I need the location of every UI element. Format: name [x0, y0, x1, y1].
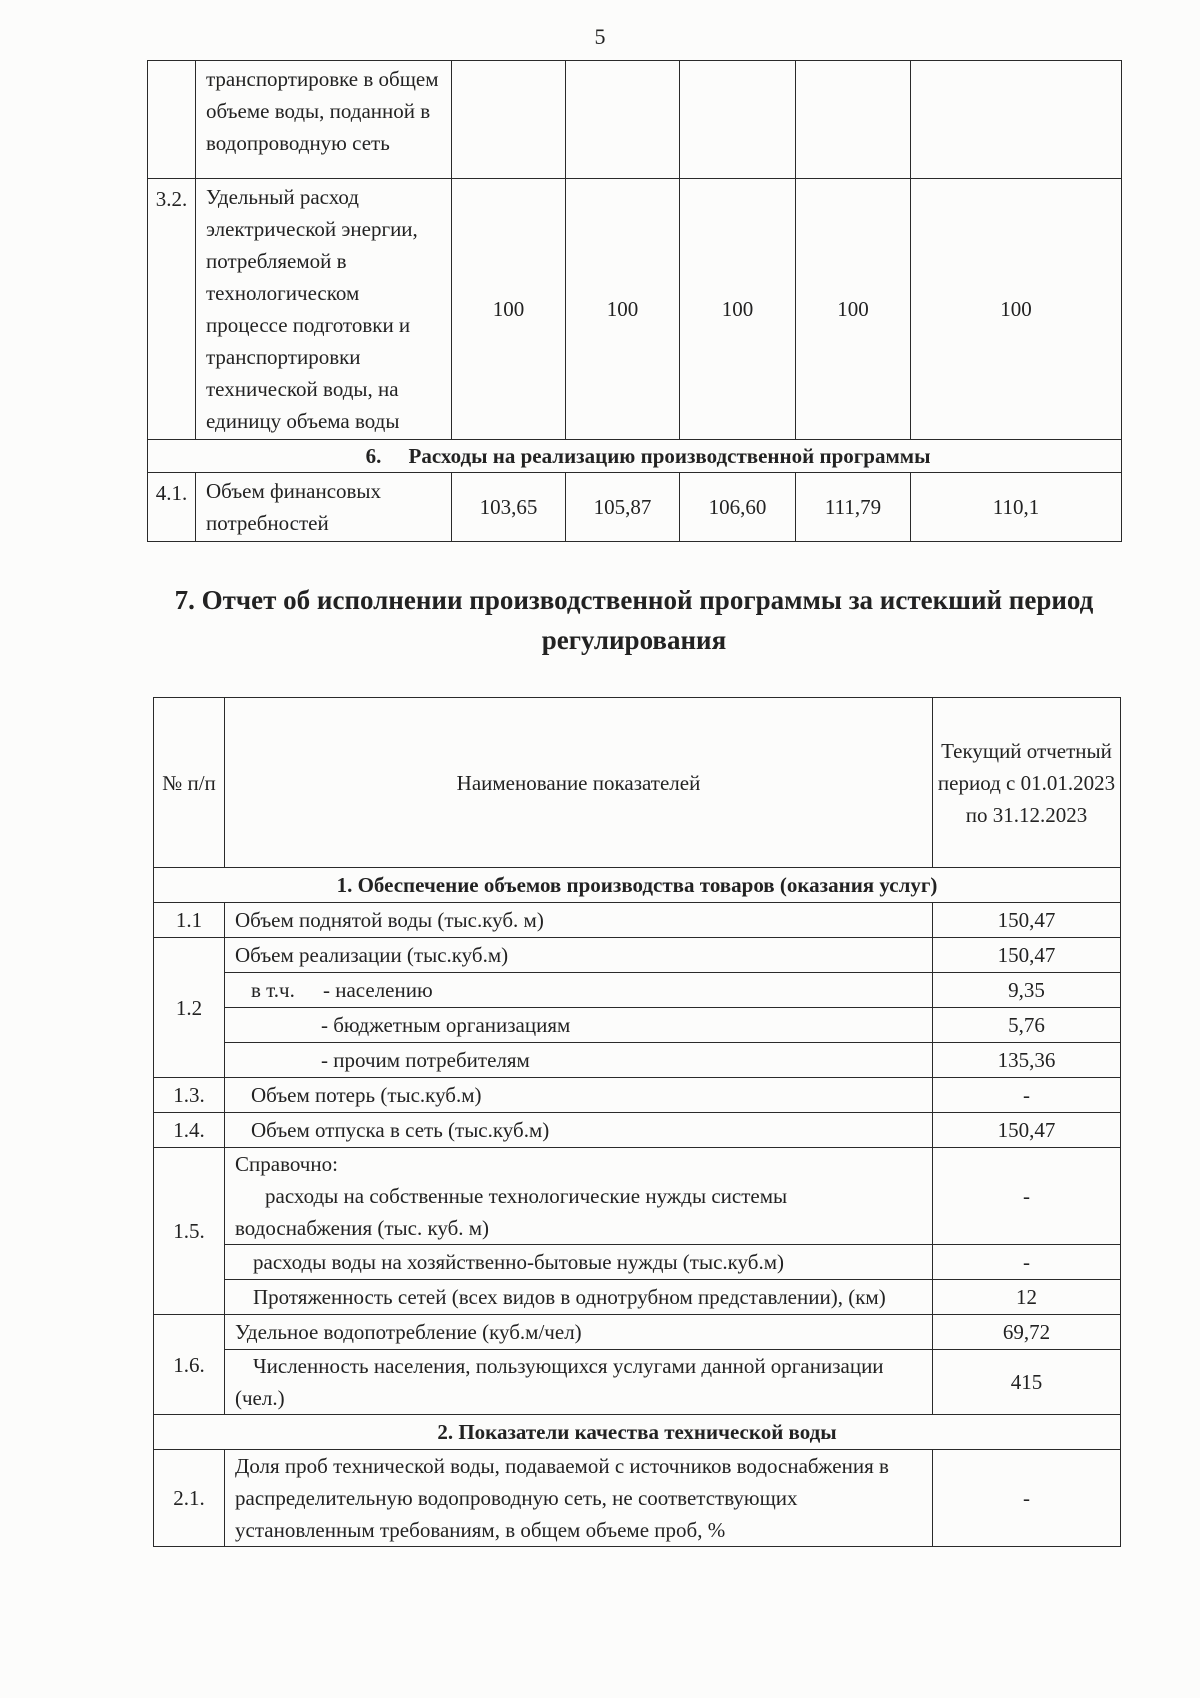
value-cell: -	[933, 1450, 1121, 1547]
indicator-name: Удельное водопотребление (куб.м/чел)	[225, 1315, 933, 1350]
indicator-name: Доля проб технической воды, подаваемой с источников водоснабжения в распределительную водопроводную сеть, не соответствующих установленным требованиям, в общем объеме проб, %	[225, 1450, 933, 1547]
indicator-name: Объем потерь (тыс.куб.м)	[225, 1078, 933, 1113]
indicator-name: Объем отпуска в сеть (тыс.куб.м)	[225, 1113, 933, 1148]
value-cell: 5,76	[933, 1008, 1121, 1043]
table-row	[148, 61, 1122, 179]
row-number: 4.1.	[148, 473, 196, 542]
table-row	[154, 1280, 1121, 1315]
continuation-table	[147, 60, 1122, 542]
section-heading: 7. Отчет об исполнении производственной программы за истекший период регулирования	[174, 585, 1094, 655]
value-cell: 100	[796, 179, 911, 440]
table-row	[154, 973, 1121, 1008]
table-row	[154, 1148, 1121, 1245]
row-number: 1.4.	[154, 1113, 225, 1148]
value-cell: 100	[452, 179, 566, 440]
value-cell: -	[933, 1245, 1121, 1280]
page-number: 5	[594, 24, 606, 49]
column-header-number: № п/п	[154, 698, 225, 868]
value-cell: 100	[911, 179, 1122, 440]
header-row	[154, 698, 1121, 868]
value-cell: 69,72	[933, 1315, 1121, 1350]
value-cell	[566, 61, 680, 179]
row-number: 1.1	[154, 903, 225, 938]
table-row	[154, 1113, 1121, 1148]
indicator-name: Удельный расход электрической энергии, потребляемой в технологическом процессе подготовки и транспортировки технической воды, на единицу объема воды	[196, 179, 452, 440]
value-cell: 100	[566, 179, 680, 440]
table-row	[154, 903, 1121, 938]
table-row	[154, 1315, 1121, 1350]
value-cell	[452, 61, 566, 179]
indicator-name	[225, 973, 933, 1008]
table-row	[154, 1043, 1121, 1078]
row-number: 2.1.	[154, 1450, 225, 1547]
value-cell: 110,1	[911, 473, 1122, 542]
indicator-name: Объем реализации (тыс.куб.м)	[225, 938, 933, 973]
table-row	[154, 1078, 1121, 1113]
row-number: 1.3.	[154, 1078, 225, 1113]
value-cell: 105,87	[566, 473, 680, 542]
indicator-name: расходы воды на хозяйственно-бытовые нужды (тыс.куб.м)	[225, 1245, 933, 1280]
indicator-name: Объем поднятой воды (тыс.куб. м)	[225, 903, 933, 938]
value-cell: 150,47	[933, 903, 1121, 938]
indicator-label: расходы на собственные технологические нужды системы водоснабжения (тыс. куб. м)	[235, 1184, 788, 1240]
section-row	[154, 868, 1121, 903]
value-cell: 103,65	[452, 473, 566, 542]
indicator-name: Объем финансовых потребностей	[196, 473, 452, 542]
section-label: Расходы на реализацию производственной программы	[408, 444, 931, 468]
reference-label: Справочно:	[235, 1152, 338, 1176]
indicator-name: транспортировке в общем объеме воды, поданной в водопроводную сеть	[196, 61, 452, 179]
column-header-name: Наименование показателей	[225, 698, 933, 868]
value-cell	[680, 61, 796, 179]
table-row	[148, 473, 1122, 542]
row-number: 1.6.	[154, 1315, 225, 1415]
indicator-name	[225, 1148, 933, 1245]
row-number: 3.2.	[148, 179, 196, 440]
table-row	[154, 1450, 1121, 1547]
value-cell: 100	[680, 179, 796, 440]
indicator-name: - бюджетным организациям	[225, 1008, 933, 1043]
value-cell: 135,36	[933, 1043, 1121, 1078]
column-header-period: Текущий отчетный период с 01.01.2023 по 31.12.2023	[933, 698, 1121, 868]
row-number	[148, 61, 196, 179]
table-row	[148, 179, 1122, 440]
value-cell	[796, 61, 911, 179]
value-cell: 106,60	[680, 473, 796, 542]
value-cell: 150,47	[933, 938, 1121, 973]
table-row	[154, 1008, 1121, 1043]
value-cell: -	[933, 1078, 1121, 1113]
report-table	[153, 697, 1121, 1547]
including-prefix: в т.ч.	[251, 978, 295, 1002]
value-cell: 12	[933, 1280, 1121, 1315]
value-cell	[911, 61, 1122, 179]
value-cell: 111,79	[796, 473, 911, 542]
section-title	[148, 440, 1122, 473]
indicator-label: - населению	[323, 978, 433, 1002]
row-number: 1.5.	[154, 1148, 225, 1315]
table-row	[154, 1245, 1121, 1280]
table-row	[154, 1350, 1121, 1415]
section-title: 2. Показатели качества технической воды	[154, 1415, 1121, 1450]
section-row	[154, 1415, 1121, 1450]
value-cell: -	[933, 1148, 1121, 1245]
indicator-name: Протяженность сетей (всех видов в однотрубном представлении), (км)	[225, 1280, 933, 1315]
value-cell: 150,47	[933, 1113, 1121, 1148]
table-row	[154, 938, 1121, 973]
value-cell: 9,35	[933, 973, 1121, 1008]
section-row	[148, 440, 1122, 473]
indicator-name: Численность населения, пользующихся услугами данной организации (чел.)	[225, 1350, 933, 1415]
section-title: 1. Обеспечение объемов производства товаров (оказания услуг)	[154, 868, 1121, 903]
value-cell: 415	[933, 1350, 1121, 1415]
row-number: 1.2	[154, 938, 225, 1078]
section-number: 6.	[365, 444, 382, 468]
indicator-name: - прочим потребителям	[225, 1043, 933, 1078]
